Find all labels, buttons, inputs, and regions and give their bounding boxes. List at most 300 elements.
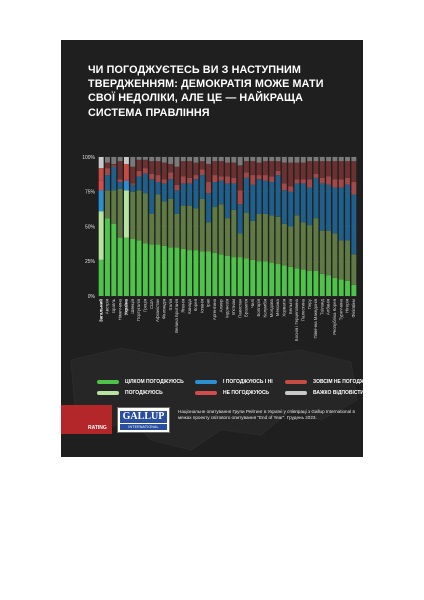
bar-segment-hard-to-say <box>295 157 300 163</box>
x-tick-label: Алжир <box>218 299 224 313</box>
bar-segment-disagree <box>193 175 198 179</box>
bar-segment-strongly-disagree <box>345 161 350 178</box>
bar-segment-neither <box>124 181 129 191</box>
legend-label: ЦІЛКОМ ПОГОДЖУЮСЬ <box>125 379 184 385</box>
bar-segment-neither <box>174 190 179 214</box>
bar-segment-neither <box>137 176 142 190</box>
bar-segment-agree <box>307 225 312 271</box>
bar-segment-neither <box>200 175 205 199</box>
bar-segment-strongly-agree <box>99 260 104 296</box>
bar-segment-strongly-disagree <box>118 161 123 179</box>
bar-segment-strongly-disagree <box>162 163 167 180</box>
bar-segment-disagree <box>313 174 318 178</box>
bar-segment-disagree <box>231 178 236 184</box>
x-tick-label: Корея <box>193 299 199 312</box>
bar-segment-strongly-disagree <box>313 161 318 174</box>
bar-segment-strongly-disagree <box>326 161 331 176</box>
bar-segment-disagree <box>212 175 217 182</box>
bar-segment-disagree <box>143 168 148 174</box>
bar-segment-hard-to-say <box>231 157 236 163</box>
bar-segment-neither <box>193 179 198 208</box>
bar-segment-disagree <box>250 175 255 185</box>
bar-segment-strongly-agree <box>282 265 287 296</box>
bar-segment-strongly-disagree <box>269 161 274 176</box>
x-tick-label: Фінляндія <box>161 299 167 320</box>
legend-swatch <box>285 380 307 384</box>
x-tick-label: Албанія <box>325 299 331 316</box>
x-tick-label: Таїланд <box>319 299 325 316</box>
bar-segment-disagree <box>282 183 287 190</box>
bar-segment-strongly-disagree <box>332 161 337 179</box>
bar-segment-agree <box>149 214 154 245</box>
bar-segment-strongly-disagree <box>174 167 179 185</box>
bar-segment-strongly-disagree <box>105 163 110 169</box>
bar-segment-disagree <box>307 179 312 187</box>
y-tick-label: 25% <box>84 259 95 266</box>
bar-segment-neither <box>156 182 161 195</box>
legend-swatch <box>97 391 119 395</box>
x-tick-label: Швеція <box>129 299 135 314</box>
bar-segment-hard-to-say <box>257 157 262 163</box>
bar-segment-agree <box>332 233 337 277</box>
bar-segment-strongly-disagree <box>111 164 116 165</box>
bar-segment-strongly-disagree <box>282 163 287 184</box>
x-tick-label: Австрія <box>104 299 110 315</box>
x-tick-label: В'єтнам <box>230 299 236 315</box>
bar-segment-agree <box>137 190 142 240</box>
bar-segment-strongly-agree <box>149 245 154 296</box>
bar-segment-agree <box>301 222 306 269</box>
bar-segment-hard-to-say <box>301 157 306 163</box>
bar-segment-hard-to-say <box>200 157 205 161</box>
bar-segment-neither <box>130 185 135 192</box>
bar-segment-neither <box>212 182 217 207</box>
bar-segment-hard-to-say <box>111 157 116 164</box>
bar-segment-neither <box>143 174 148 193</box>
bar-segment-disagree <box>339 179 344 187</box>
bar-segment-agree <box>105 190 110 218</box>
bar-segment-strongly-disagree <box>263 161 268 175</box>
bar-segment-neither <box>118 182 123 189</box>
bar-segment-disagree <box>320 178 325 184</box>
bar-segment-agree <box>225 218 230 256</box>
bar-segment-strongly-disagree <box>219 161 224 176</box>
bar-segment-hard-to-say <box>105 157 110 163</box>
bar-segment-disagree <box>345 178 350 185</box>
bar-segment-disagree <box>238 190 243 204</box>
bar-segment-agree <box>257 214 262 261</box>
bar-segment-agree <box>118 189 123 238</box>
bar-segment-hard-to-say <box>162 157 167 163</box>
bar-segment-hard-to-say <box>339 157 344 161</box>
bar-segment-agree <box>295 215 300 268</box>
bar-segment-hard-to-say <box>282 157 287 163</box>
x-tick-label: Боснія і Герцеговина <box>294 299 300 342</box>
x-tick-label: Велика Британія <box>174 299 180 333</box>
x-tick-label: США <box>148 299 154 310</box>
bar-segment-agree <box>168 199 173 248</box>
bar-segment-strongly-agree <box>288 267 293 296</box>
infographic-card <box>61 40 380 457</box>
bar-segment-disagree <box>111 165 116 166</box>
bar-segment-hard-to-say <box>263 157 268 161</box>
bar-segment-neither <box>326 185 331 231</box>
bar-segment-strongly-agree <box>181 249 186 296</box>
x-tick-label: Ізраїль <box>110 299 116 314</box>
bar-segment-hard-to-say <box>238 157 243 165</box>
bar-segment-agree <box>200 199 205 252</box>
bar-segment-strongly-disagree <box>143 160 148 168</box>
stacked-bar-chart <box>61 40 363 340</box>
bar-segment-strongly-agree <box>332 278 337 296</box>
bar-segment-agree <box>326 231 331 275</box>
x-tick-label: Канада <box>186 299 192 314</box>
bar-segment-strongly-disagree <box>320 161 325 178</box>
bar-segment-hard-to-say <box>99 157 104 168</box>
legend-swatch <box>195 391 217 395</box>
bar-segment-neither <box>187 183 192 205</box>
bar-segment-agree <box>130 192 135 239</box>
x-tick-label: Болгарія <box>256 299 262 317</box>
bar-segment-strongly-disagree <box>225 163 230 177</box>
bar-segment-agree <box>351 254 356 285</box>
bar-segment-neither <box>301 183 306 222</box>
x-tick-label: Афганістан <box>155 299 161 322</box>
bar-segment-disagree <box>351 182 356 195</box>
bar-segment-neither <box>206 193 211 222</box>
bar-segment-hard-to-say <box>187 157 192 161</box>
bar-segment-strongly-agree <box>301 270 306 296</box>
bar-segment-strongly-agree <box>219 254 224 296</box>
legend-label: ПОГОДЖУЮСЬ <box>125 390 163 396</box>
bar-segment-hard-to-say <box>288 157 293 163</box>
bar-segment-strongly-agree <box>263 261 268 296</box>
bar-segment-strongly-agree <box>111 224 116 296</box>
bar-segment-strongly-disagree <box>212 161 217 175</box>
legend-label: НЕ ПОГОДЖУЮСЬ <box>223 390 270 396</box>
x-tick-label: Філіппіни <box>350 299 356 318</box>
bar-segment-strongly-disagree <box>193 163 198 176</box>
bar-segment-strongly-disagree <box>257 163 262 176</box>
bar-segment-neither <box>181 183 186 205</box>
bar-segment-disagree <box>156 175 161 182</box>
bar-segment-neither <box>345 185 350 241</box>
bar-segment-strongly-disagree <box>238 165 243 190</box>
bar-segment-disagree <box>168 172 173 179</box>
bar-segment-strongly-disagree <box>301 163 306 180</box>
x-tick-label: Японія <box>180 299 186 313</box>
legend-swatch <box>195 380 217 384</box>
bar-segment-strongly-agree <box>206 252 211 296</box>
bar-segment-neither <box>231 183 236 209</box>
bar-segment-hard-to-say <box>351 157 356 161</box>
bar-segment-disagree <box>118 179 123 182</box>
bar-segment-agree <box>143 193 148 243</box>
bar-segment-neither <box>250 185 255 221</box>
bar-segment-agree <box>206 222 211 251</box>
x-tick-label: Палестина <box>300 299 306 322</box>
y-tick-label: 75% <box>84 189 95 196</box>
bar-segment-neither <box>320 183 325 230</box>
bar-segment-strongly-agree <box>162 246 167 296</box>
bar-segment-disagree <box>124 179 129 180</box>
bar-segment-hard-to-say <box>212 157 217 161</box>
bar-segment-disagree <box>162 179 167 183</box>
bar-segment-strongly-disagree <box>339 161 344 179</box>
bar-segment-agree <box>276 217 281 264</box>
bar-segment-strongly-disagree <box>181 161 186 176</box>
bar-segment-strongly-agree <box>244 258 249 296</box>
x-tick-label: Греція <box>142 299 148 312</box>
bar-segment-disagree <box>225 176 230 183</box>
bar-segment-hard-to-say <box>206 157 211 164</box>
bar-segment-hard-to-say <box>250 157 255 161</box>
bar-segment-disagree <box>200 170 205 176</box>
bar-segment-strongly-agree <box>168 247 173 296</box>
x-tick-label: Індонезія <box>224 299 230 318</box>
bar-segment-strongly-disagree <box>137 160 142 171</box>
bar-segment-disagree <box>332 179 337 187</box>
bar-segment-neither <box>219 181 224 205</box>
bar-segment-strongly-agree <box>156 245 161 296</box>
bar-segment-neither <box>313 178 318 218</box>
bar-segment-strongly-agree <box>212 253 217 296</box>
bar-segment-neither <box>168 179 173 198</box>
bar-segment-strongly-agree <box>276 264 281 296</box>
bar-segment-neither <box>282 190 287 223</box>
bar-segment-hard-to-say <box>332 157 337 161</box>
x-tick-label: Україна <box>123 299 129 316</box>
bar-segment-agree <box>124 190 129 237</box>
x-tick-label: Колумбія <box>262 299 268 318</box>
bar-segment-agree <box>156 195 161 245</box>
bar-segment-hard-to-say <box>130 157 135 167</box>
bar-segment-disagree <box>174 185 179 191</box>
bar-segment-disagree <box>187 178 192 184</box>
bar-segment-agree <box>193 208 198 250</box>
bar-segment-strongly-agree <box>137 240 142 296</box>
legend-item-neither <box>195 379 273 385</box>
bar-segment-neither <box>111 167 116 191</box>
bar-segment-hard-to-say <box>149 157 154 161</box>
bar-segment-agree <box>250 221 255 260</box>
bar-segment-strongly-agree <box>118 238 123 296</box>
bar-segment-hard-to-say <box>320 157 325 161</box>
x-tick-label: Бразилія <box>243 299 249 318</box>
legend-swatch <box>97 380 119 384</box>
bar-segment-disagree <box>269 176 274 182</box>
bar-segment-agree <box>111 190 116 223</box>
bar-segment-hard-to-say <box>168 157 173 164</box>
bar-segment-hard-to-say <box>118 157 123 161</box>
bar-segment-agree <box>269 215 274 262</box>
x-tick-label: Молдова <box>268 299 274 318</box>
x-tick-label: Іспанія <box>199 299 205 314</box>
source-note: Національне опитування Групи Рейтинг в Україні у співпраці з Gallup International в межах проекту світового опитування "End of Year". Грудень 2023. <box>178 409 355 421</box>
bar-segment-strongly-agree <box>307 271 312 296</box>
gallup-logo-title: GALLUP <box>120 411 167 423</box>
bar-segment-strongly-disagree <box>168 164 173 172</box>
legend-item-disagree <box>195 390 269 396</box>
bar-segment-neither <box>263 181 268 214</box>
bar-segment-agree <box>181 206 186 249</box>
bar-segment-strongly-agree <box>313 271 318 296</box>
bar-segment-strongly-disagree <box>295 163 300 180</box>
x-tick-label: Німеччина <box>117 299 123 321</box>
bar-segment-hard-to-say <box>174 157 179 167</box>
legend-label: ЗОВСІМ НЕ ПОГОДЖУЮСЬ <box>313 379 380 385</box>
bar-segment-hard-to-say <box>193 157 198 163</box>
bar-segment-disagree <box>149 174 154 180</box>
x-tick-label: Чилі <box>249 299 255 308</box>
bar-segment-hard-to-say <box>345 157 350 161</box>
bar-segment-disagree <box>263 175 268 181</box>
bar-segment-agree <box>339 240 344 279</box>
x-tick-label: Туреччина <box>338 299 344 321</box>
bar-segment-strongly-disagree <box>231 163 236 178</box>
bar-segment-neither <box>257 179 262 214</box>
bar-segment-hard-to-say <box>219 157 224 161</box>
y-tick-label: 100% <box>82 154 95 161</box>
legend-swatch <box>285 391 307 395</box>
legend-item-agree <box>97 390 163 396</box>
x-tick-label: Пакистан <box>237 299 243 318</box>
x-tick-label: Хорватія <box>281 299 287 317</box>
y-tick-label: 50% <box>84 224 95 231</box>
bar-segment-strongly-agree <box>326 275 331 296</box>
bar-segment-hard-to-say <box>307 157 312 161</box>
legend-item-strongly-agree <box>97 379 184 385</box>
bar-segment-strongly-agree <box>257 261 262 296</box>
bar-segment-neither <box>238 204 243 233</box>
bar-segment-strongly-disagree <box>288 163 293 187</box>
bar-segment-neither <box>276 175 281 217</box>
bar-segment-neither <box>105 175 110 190</box>
bar-segment-agree <box>187 206 192 250</box>
x-tick-label: Північна Македонія <box>313 299 319 339</box>
bar-segment-hard-to-say <box>276 157 281 161</box>
bar-segment-disagree <box>257 175 262 179</box>
bar-segment-strongly-agree <box>187 250 192 296</box>
bar-segment-strongly-agree <box>345 281 350 296</box>
bar-segment-strongly-agree <box>295 268 300 296</box>
bar-segment-agree <box>244 213 249 259</box>
bar-segment-disagree <box>137 171 142 177</box>
bar-segment-agree <box>219 204 224 254</box>
y-tick-label: 0% <box>87 293 95 300</box>
x-tick-label: Італія <box>167 299 173 311</box>
gallup-logo-subtitle: INTERNATIONAL <box>120 424 167 430</box>
bar-segment-strongly-agree <box>231 257 236 296</box>
bar-segment-strongly-agree <box>174 247 179 296</box>
bar-segment-disagree <box>206 182 211 193</box>
bar-segment-strongly-disagree <box>130 167 135 184</box>
bar-segment-strongly-agree <box>225 256 230 296</box>
bar-segment-disagree <box>99 181 104 191</box>
legend-label: І ПОГОДЖУЮСЬ І НІ <box>223 379 273 385</box>
bar-segment-strongly-agree <box>351 285 356 296</box>
chart-title: ЧИ ПОГОДЖУЄТЕСЬ ВИ З НАСТУПНИМ ТВЕРДЖЕННЯМ: ДЕМОКРАТІЯ МОЖЕ МАТИ СВОЇ НЕДОЛІКИ, АЛЕ ЦЕ — НАЙКРАЩА СИСТЕМА ПРАВЛІННЯ <box>88 64 324 119</box>
bar-segment-strongly-agree <box>193 250 198 296</box>
bar-segment-agree <box>320 231 325 274</box>
bar-segment-agree <box>345 240 350 280</box>
bar-segment-disagree <box>130 183 135 184</box>
bar-segment-hard-to-say <box>137 157 142 160</box>
bar-segment-agree <box>162 201 167 245</box>
bar-segment-strongly-agree <box>105 218 110 296</box>
bar-segment-neither <box>295 183 300 215</box>
bar-segment-strongly-agree <box>269 263 274 296</box>
bar-segment-agree <box>313 218 318 271</box>
bar-segment-hard-to-say <box>244 157 249 161</box>
bar-segment-strongly-disagree <box>149 161 154 174</box>
bar-segment-strongly-agree <box>320 274 325 296</box>
bar-segment-disagree <box>181 176 186 183</box>
x-tick-label: Португалія <box>136 299 142 322</box>
bar-segment-disagree <box>326 176 331 184</box>
bar-segment-hard-to-say <box>156 157 161 161</box>
bar-segment-strongly-disagree <box>351 161 356 182</box>
x-tick-label: Бельгія <box>287 299 293 314</box>
bar-segment-neither <box>351 195 356 255</box>
bar-segment-strongly-agree <box>130 239 135 296</box>
legend-item-strongly-disagree <box>285 379 380 385</box>
bar-segment-neither <box>149 179 154 214</box>
bar-segment-disagree <box>219 176 224 180</box>
bar-segment-neither <box>225 183 230 218</box>
bar-segment-agree <box>288 227 293 267</box>
bar-segment-neither <box>307 188 312 226</box>
bar-segment-hard-to-say <box>269 157 274 161</box>
bar-segment-strongly-disagree <box>206 164 211 182</box>
bar-segment-neither <box>99 190 104 211</box>
bar-segment-agree <box>174 214 179 247</box>
x-tick-label: Нігерія <box>344 299 350 313</box>
bar-segment-hard-to-say <box>225 157 230 163</box>
bar-segment-agree <box>212 207 217 253</box>
legend-label: ВАЖКО ВІДПОВІСТИ <box>313 390 365 396</box>
bar-segment-neither <box>288 192 293 227</box>
bar-segment-neither <box>269 182 274 215</box>
x-tick-label: Мексика <box>275 299 281 317</box>
x-tick-label: Республіка Корея <box>332 299 338 335</box>
bar-segment-strongly-disagree <box>99 168 104 181</box>
bar-segment-disagree <box>288 186 293 192</box>
bar-segment-disagree <box>295 179 300 183</box>
bar-segment-hard-to-say <box>143 157 148 160</box>
x-tick-label: Перу <box>306 299 312 310</box>
bar-segment-hard-to-say <box>124 157 129 164</box>
bar-segment-disagree <box>244 172 249 178</box>
bar-segment-strongly-agree <box>339 279 344 296</box>
bar-segment-strongly-agree <box>143 243 148 296</box>
bar-segment-neither <box>162 183 167 201</box>
bar-segment-neither <box>244 178 249 213</box>
x-tick-label: Аргентина <box>212 299 218 321</box>
bar-segment-strongly-agree <box>200 252 205 296</box>
bar-segment-strongly-disagree <box>124 164 129 179</box>
bar-segment-hard-to-say <box>326 157 331 161</box>
bar-segment-agree <box>99 211 104 260</box>
bar-segment-strongly-disagree <box>244 161 249 172</box>
bar-segment-disagree <box>105 168 110 175</box>
bar-segment-strongly-agree <box>124 238 129 296</box>
bar-segment-strongly-disagree <box>276 161 281 171</box>
bar-segment-hard-to-say <box>181 157 186 161</box>
bar-segment-agree <box>263 214 268 261</box>
world-map-background <box>61 340 363 457</box>
legend-item-hard-to-say <box>285 390 364 396</box>
